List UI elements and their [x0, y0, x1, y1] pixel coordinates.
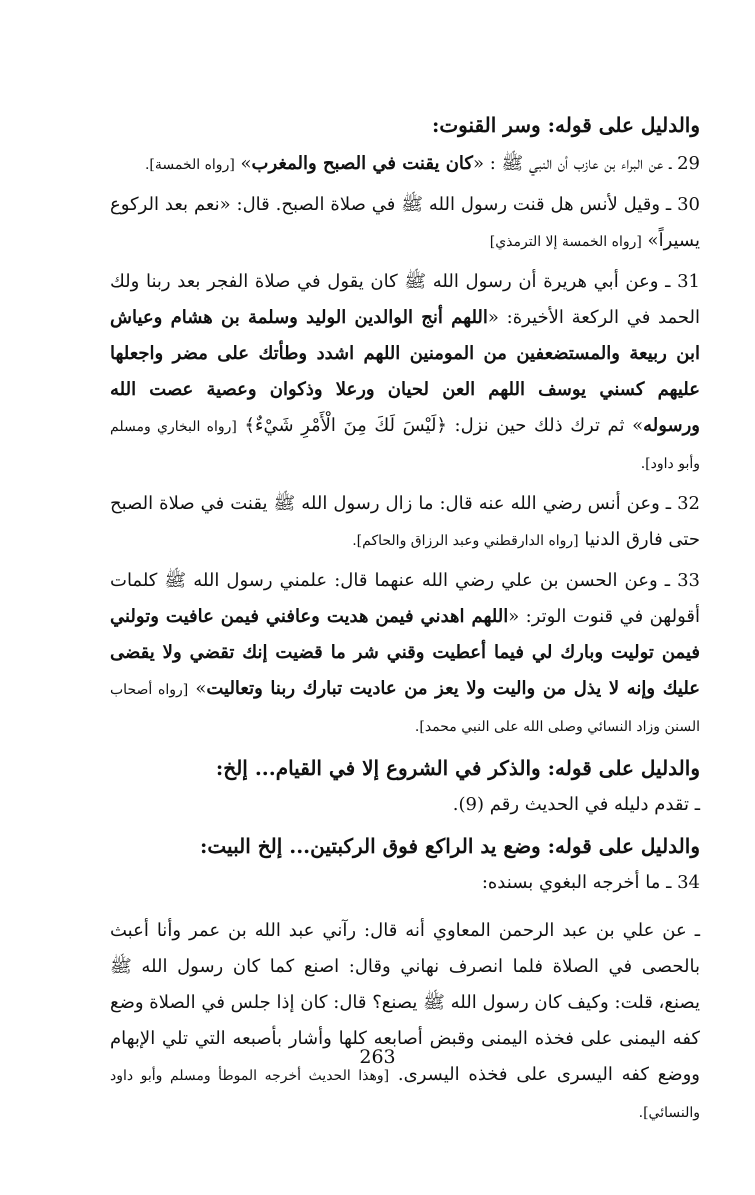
- hadith-34: 34 ـ ما أخرجه البغوي بسنده:: [481, 872, 700, 893]
- hadith-30: [110, 187, 700, 260]
- hadith-33-close: »: [188, 678, 207, 699]
- hadith-29: [110, 146, 700, 183]
- hadith-31: [110, 264, 700, 482]
- note-hadith-9: ـ تقدم دليله في الحديث رقم (9).: [452, 794, 700, 815]
- hadith-31-quote: اللهم أنج الوالدين الوليد وسلمة بن هشام وعياش ابن ربيعة والمستضعفين من المومنين اللهم اشدد وطأتك على مضر واجعلها عليهم كسني يوسف اللهم العن لحيان ورعلا وذكوان وعصية عصت الله ورسوله: [110, 307, 700, 436]
- hadith-32-text: 32 ـ وعن أنس رضي الله عنه قال: ما زال رسول الله ﷺ يقنت في صلاة الصبح حتى فارق الدنيا: [110, 493, 700, 550]
- hadith-33-reference: [رواه أصحاب السنن وزاد النسائي وصلى الله على النبي محمد].: [110, 682, 700, 735]
- narration-text: ـ عن علي بن عبد الرحمن المعاوي أنه قال: رآني عبد الله بن عمر وأنا أعبث بالحصى في الصلاة فلما انصرف نهاني وقال: اصنع كما كان رسول الله ﷺ يصنع، قلت: وكيف كان رسول الله ﷺ يصنع؟ قال: كان إذا جلس في الصلاة وضع كفه اليمنى على فخذه اليمنى وقبض أصابعه كلها وأشار بأصبعه التي تلي الإبهام ووضع كفه اليسرى على فخذه اليسرى.: [110, 920, 700, 1085]
- hadith-31-text: 31 ـ وعن أبي هريرة أن رسول الله ﷺ كان يقول في صلاة الفجر بعد ربنا ولك الحمد في الركعة الأخيرة: «: [110, 271, 701, 328]
- narration-reference: [وهذا الحديث أخرجه الموطأ ومسلم وأبو داود والنسائي].: [110, 1068, 700, 1121]
- hadith-29-reference: [رواه الخمسة].: [144, 157, 235, 173]
- hadith-29-text: 29 ـ عن البراء بن عازب أن النبي ﷺ : «: [473, 153, 700, 174]
- page-number: 263: [359, 1046, 396, 1068]
- narration-ibn-umar: [110, 913, 700, 1131]
- hadith-29-quote: كان يقنت في الصبح والمغرب: [251, 153, 473, 174]
- hadith-31-reference: [رواه البخاري ومسلم وأبو داود].: [110, 419, 700, 472]
- hadith-33-quote: اللهم اهدني فيمن هديت وعافني فيمن عافيت وتولني فيمن توليت وبارك لي فيما أعطيت وقني شر ما قضيت إنك تقضي ولا يقضى عليك وإنه لا يذل من واليت ولا يعز من عاديت تبارك ربنا وتعاليت: [110, 606, 701, 699]
- hadith-31-verse: » ثم ترك ذلك حين نزل: ﴿لَيْسَ لَكَ مِنَ الْأَمْرِ شَيْءٌ﴾: [236, 415, 644, 436]
- section-heading-knees: والدليل على قوله: وضع يد الراكع فوق الركبتين... إلخ البيت:: [200, 834, 700, 858]
- hadith-30-text: 30 ـ وقيل لأنس هل قنت رسول الله ﷺ في صلاة الصبح. قال: «نعم بعد الركوع يسيراً»: [110, 194, 700, 251]
- hadith-33: [110, 563, 700, 745]
- section-heading-dhikr: والدليل على قوله: والذكر في الشروع إلا في القيام... إلخ:: [215, 756, 700, 780]
- hadith-29-close: »: [234, 153, 252, 174]
- section-heading-qunut: والدليل على قوله: وسر القنوت:: [431, 113, 700, 137]
- hadith-32-reference: [رواه الدارقطني وعبد الرزاق والحاكم].: [352, 533, 579, 549]
- page-body: [110, 106, 700, 1131]
- hadith-30-reference: [رواه الخمسة إلا الترمذي]: [489, 234, 642, 250]
- hadith-32: [110, 486, 700, 559]
- hadith-33-text: 33 ـ وعن الحسن بن علي رضي الله عنهما قال: علمني رسول الله ﷺ كلمات أقولهن في قنوت الوتر: «: [110, 570, 700, 627]
